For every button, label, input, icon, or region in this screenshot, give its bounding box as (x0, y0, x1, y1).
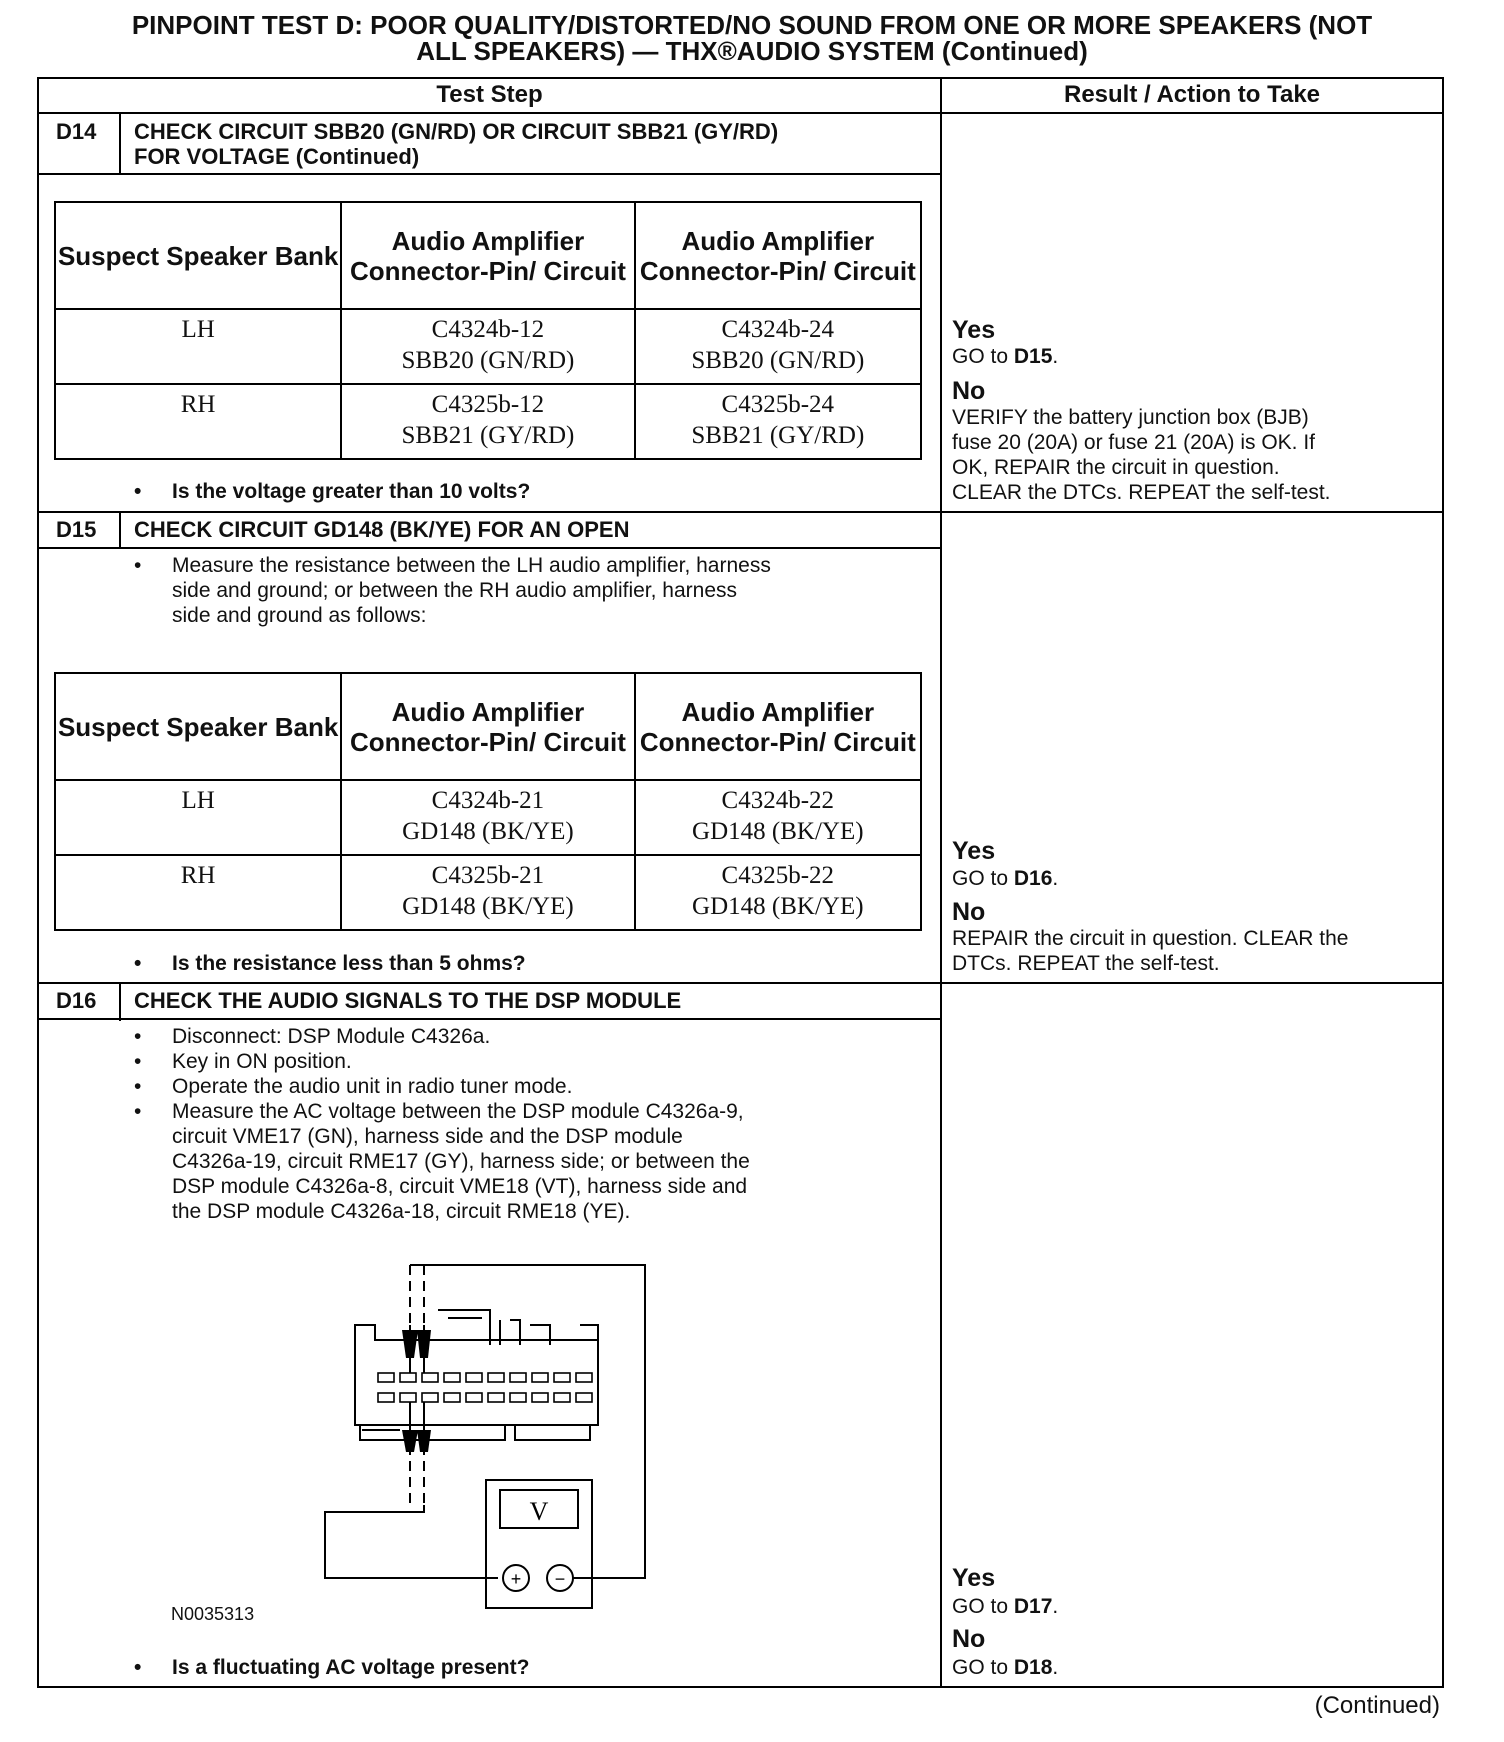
header-result-action: Result / Action to Take (1063, 81, 1321, 108)
d16-yes-label: Yes (952, 1564, 996, 1592)
d14-no-action: VERIFY the battery junction box (BJB) fuse 20 (20A) or fuse 21 (20A) is OK. If OK, REPAIR the circuit in question. CLEAR the DTCs. REPEAT the self-test. (952, 406, 1331, 504)
d16-no-action: GO to D18. (952, 1656, 1059, 1679)
table-row: RH C4325b-12 SBB21 (GY/RD) C4325b-24 SBB21 (GY/RD) (55, 384, 921, 459)
continued-footer: (Continued) (1314, 1692, 1440, 1719)
d15-pin-table (54, 672, 922, 931)
d14-header-pin-2: Audio Amplifier Connector-Pin/ Circuit (635, 202, 921, 309)
d14-header-bank: Suspect Speaker Bank (55, 202, 341, 309)
d14-yes-label: Yes (952, 316, 996, 344)
title-line-2: ALL SPEAKERS) — THX®AUDIO SYSTEM (Continued) (416, 36, 1088, 66)
meter-minus-terminal: − (554, 1569, 566, 1589)
d15-yes-action: GO to D16. (952, 867, 1059, 890)
d16-yes-action: GO to D17. (952, 1595, 1059, 1618)
d16-no-label: No (952, 1625, 986, 1653)
meter-label-v: V (529, 1497, 549, 1526)
header-test-step: Test Step (436, 81, 543, 108)
step-id-d16: D16 (56, 988, 97, 1013)
d15-no-label: No (952, 898, 986, 926)
d14-pin-table (54, 201, 922, 460)
d15-no-action: REPAIR the circuit in question. CLEAR the DTCs. REPEAT the self-test. (952, 927, 1349, 975)
table-row: LH C4324b-12 SBB20 (GN/RD) C4324b-24 SBB20 (GN/RD) (55, 309, 921, 384)
d14-yes-action: GO to D15. (952, 345, 1059, 368)
page-title (0, 12, 1504, 64)
d15-header-pin-1: Audio Amplifier Connector-Pin/ Circuit (341, 673, 634, 780)
step-title-d16: CHECK THE AUDIO SIGNALS TO THE DSP MODULE (134, 988, 682, 1013)
step-title-d15: CHECK CIRCUIT GD148 (BK/YE) FOR AN OPEN (134, 517, 630, 542)
d15-header-pin-2: Audio Amplifier Connector-Pin/ Circuit (635, 673, 921, 780)
figure-id: N0035313 (171, 1604, 255, 1624)
d14-no-label: No (952, 377, 986, 405)
step-id-d15: D15 (56, 517, 97, 542)
meter-plus-terminal: + (510, 1569, 522, 1589)
d14-header-pin-1: Audio Amplifier Connector-Pin/ Circuit (341, 202, 634, 309)
step-title-d14: CHECK CIRCUIT SBB20 (GN/RD) OR CIRCUIT SBB21 (GY/RD) FOR VOLTAGE (Continued) (134, 119, 779, 169)
title-line-1: PINPOINT TEST D: POOR QUALITY/DISTORTED/NO SOUND FROM ONE OR MORE SPEAKERS (NOT (131, 10, 1373, 40)
dsp-connector-diagram (300, 1255, 660, 1620)
d15-header-bank: Suspect Speaker Bank (55, 673, 341, 780)
d15-yes-label: Yes (952, 837, 996, 865)
step-id-d14: D14 (56, 119, 97, 144)
table-row: RH C4325b-21 GD148 (BK/YE) C4325b-22 GD148 (BK/YE) (55, 855, 921, 930)
table-row: LH C4324b-21 GD148 (BK/YE) C4324b-22 GD148 (BK/YE) (55, 780, 921, 855)
